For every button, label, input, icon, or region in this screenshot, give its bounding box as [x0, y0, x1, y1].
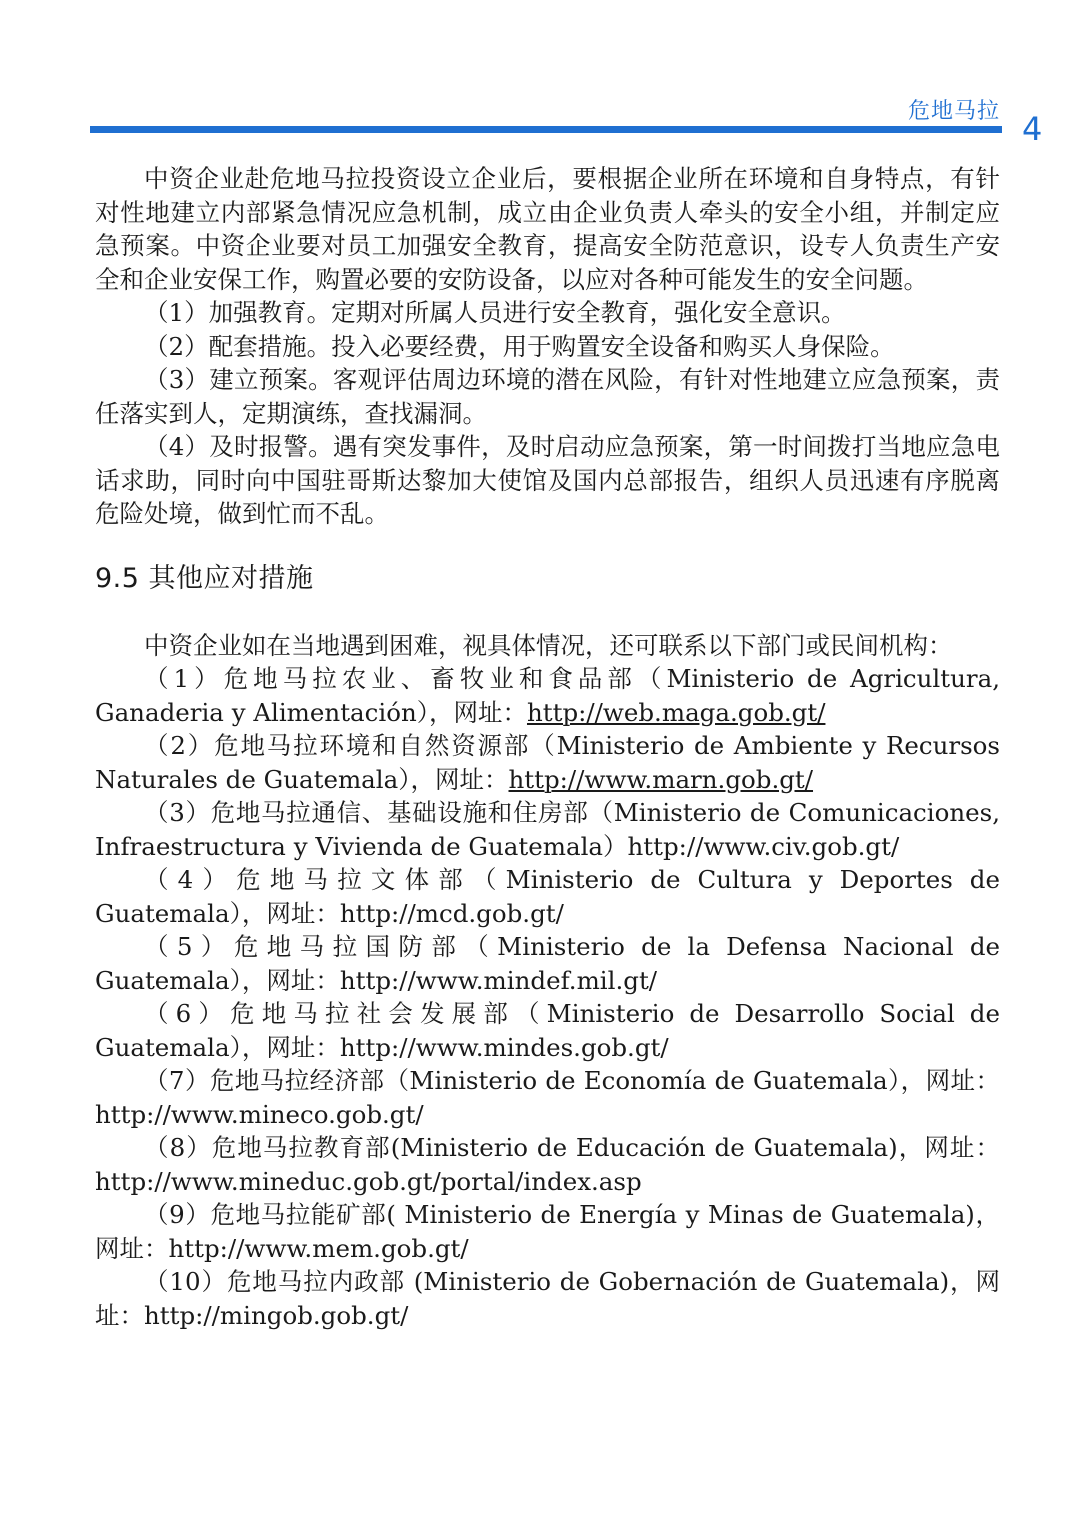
agency-item	[95, 997, 1000, 1064]
paragraph-intro: 中资企业赴危地马拉投资设立企业后，要根据企业所在环境和自身特点，有针对性地建立内部紧急情况应急机制，成立由企业负责人牵头的安全小组，并制定应急预案。中资企业要对员工加强安全教育，提高安全防范意识，设专人负责生产安全和企业安保工作，购置必要的安防设备，以应对各种可能发生的安全问题。	[95, 164, 1000, 294]
agency-text: （4）危地马拉文体部（Ministerio de Cultura y Deportes de Guatemala），网址：	[95, 865, 1000, 928]
page-number: 4	[1022, 110, 1043, 148]
running-header-title: 危地马拉	[907, 99, 1000, 124]
agency-item	[95, 1198, 1000, 1265]
agency-item	[95, 863, 1000, 930]
paragraph-item-4: （4）及时报警。遇有突发事件，及时启动应急预案，第一时间拨打当地应急电话求助，同时向中国驻哥斯达黎加大使馆及国内总部报告，组织人员迅速有序脱离危险处境，做到忙而不乱。	[95, 432, 1000, 528]
agency-link[interactable]: http://www.civ.gob.gt/	[627, 831, 900, 861]
agency-item	[95, 1064, 1000, 1131]
agency-link[interactable]: http://web.maga.gob.gt/	[526, 697, 826, 727]
paragraph-item-2: （2）配套措施。投入必要经费，用于购置安全设备和购买人身保险。	[144, 331, 895, 361]
section-heading: 9.5 其他应对措施	[95, 562, 314, 594]
header-rule	[90, 126, 1002, 133]
agency-link[interactable]: http://www.mem.gob.gt/	[168, 1233, 469, 1263]
paragraph-item-3: （3）建立预案。客观评估周边环境的潜在风险，有针对性地建立应急预案，责任落实到人，定期演练，查找漏洞。	[95, 365, 1000, 428]
agency-text: （10）危地马拉内政部 (Ministerio de Gobernación de Guatemala)，网址：	[95, 1267, 1000, 1330]
agency-link[interactable]: http://www.marn.gob.gt/	[508, 764, 814, 794]
agency-text: （1）危地马拉农业、畜牧业和食品部（Ministerio de Agricultura, Ganaderia y Alimentación），网址：	[95, 664, 1000, 727]
agency-text: （6）危地马拉社会发展部（Ministerio de Desarrollo Social de Guatemala），网址：	[95, 999, 1000, 1062]
agency-text: （7）危地马拉经济部（Ministerio de Economía de Guatemala），网址：	[144, 1066, 1000, 1095]
agency-text: （5）危地马拉国防部（Ministerio de la Defensa Nacional de Guatemala），网址：	[95, 932, 1000, 995]
agency-item	[95, 1265, 1000, 1332]
agency-text: （8）危地马拉教育部(Ministerio de Educación de Guatemala)，网址：	[144, 1133, 1000, 1162]
agency-link[interactable]: http://mingob.gob.gt/	[144, 1300, 409, 1330]
agency-text: （3）危地马拉通信、基础设施和住房部（Ministerio de Comunicaciones, Infraestructura y Vivienda de Guatemala）	[95, 798, 1000, 861]
agency-item	[95, 930, 1000, 997]
paragraph-item-1: （1）加强教育。定期对所属人员进行安全教育，强化安全意识。	[144, 298, 846, 327]
agency-item	[95, 729, 1000, 796]
agency-link[interactable]: http://mcd.gob.gt/	[339, 898, 564, 928]
page-body	[95, 162, 1000, 1332]
section-intro: 中资企业如在当地遇到困难，视具体情况，还可联系以下部门或民间机构：	[144, 630, 953, 660]
agency-item	[95, 1131, 1000, 1198]
agency-link[interactable]: http://www.mindef.mil.gt/	[339, 965, 658, 995]
agency-text: （9）危地马拉能矿部( Ministerio de Energía y Minas de Guatemala)，网址：	[95, 1200, 1000, 1263]
agency-text: （2）危地马拉环境和自然资源部（Ministerio de Ambiente y Recursos Naturales de Guatemala），网址：	[95, 731, 1000, 794]
agency-link[interactable]: http://www.mineco.gob.gt/	[95, 1099, 424, 1129]
agency-item	[95, 796, 1000, 863]
agency-link[interactable]: http://www.mineduc.gob.gt/portal/index.asp	[95, 1166, 642, 1196]
agency-link[interactable]: http://www.mindes.gob.gt/	[339, 1032, 669, 1062]
agency-item	[95, 662, 1000, 729]
